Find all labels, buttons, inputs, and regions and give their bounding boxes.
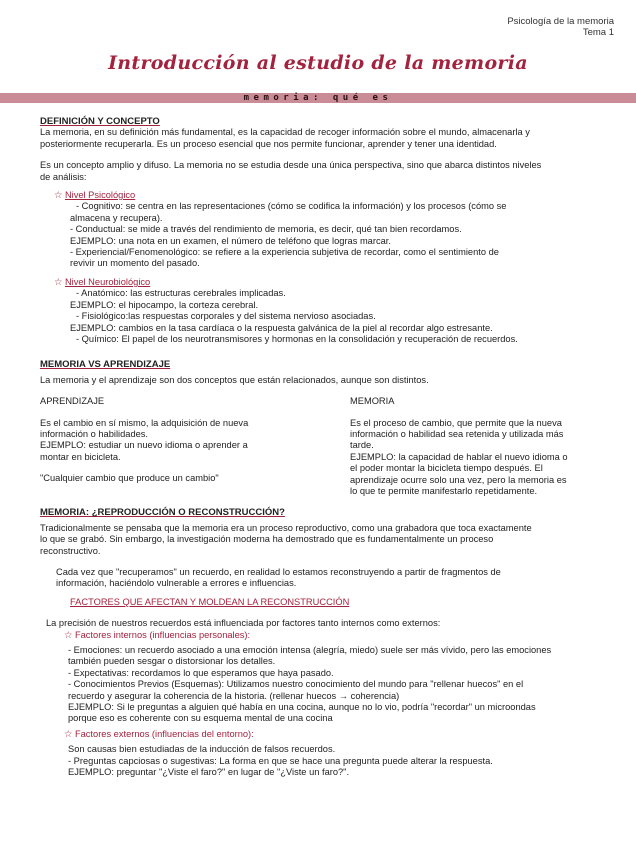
document-content (40, 116, 610, 779)
paragraph-line: reconstructivo. (40, 545, 101, 556)
list-line: - Conocimientos Previos (Esquemas): Utilizamos nuestro conocimiento del mundo para "rellenar huecos" en el (68, 679, 524, 690)
factors-heading: FACTORES QUE AFECTAN Y MOLDEAN LA RECONSTRUCCIÓN (70, 596, 350, 607)
list-line: - Expectativas: recordamos lo que esperamos que haya pasado. (68, 667, 334, 678)
list-line: Son causas bien estudiadas de la inducción de falsos recuerdos. (68, 744, 336, 755)
list-line: - Emociones: un recuerdo asociado a una emoción intensa (alegría, miedo) suele ser más vívido, pero las emociones (68, 645, 552, 656)
list-line: - Químico: El papel de los neurotransmisores y hormonas en la consolidación y recuperación de recuerdos. (76, 333, 518, 344)
topic-name: Tema 1 (582, 27, 614, 38)
column-line: el poder montar la bicicleta tiempo después. El (350, 463, 543, 474)
section-heading-definition: DEFINICIÓN Y CONCEPTO (40, 116, 160, 127)
column-learning (40, 396, 350, 497)
paragraph-line: La memoria, en su definición más fundamental, es la capacidad de recoger información sobre el mundo, almacenarla y (40, 127, 530, 138)
list-line: - Conductual: se mide a través del rendimiento de memoria, es decir, qué tan bien recordamos. (70, 224, 462, 235)
list-line: almacena y recupera). (70, 212, 163, 223)
band-label: memoria: qué es (243, 93, 393, 103)
list-line: porque eso es coherente con su esquema mental de una cocina (68, 713, 333, 724)
star-icon: ☆ (54, 276, 63, 287)
paragraph-line: lo que se grabó. Sin embargo, la investigación moderna ha demostrado que es fundamentalmente un proceso (40, 534, 494, 545)
comparison-columns (40, 396, 610, 497)
page-title: Introducción al estudio de la memoria (108, 52, 528, 74)
list-line: EJEMPLO: cambios en la tasa cardíaca o la respuesta galvánica de la piel al recordar algo estresante. (70, 322, 493, 333)
list-line: - Cognitivo: se centra en las representaciones (cómo se codifica la información) y los procesos (cómo se (76, 201, 507, 212)
list-line: EJEMPLO: preguntar "¿Viste el faro?" en lugar de "¿Viste un faro?". (68, 767, 350, 778)
list-line: - Anatómico: las estructuras cerebrales implicadas. (76, 288, 286, 299)
list-line: EJEMPLO: Si le preguntas a alguien qué había en una cocina, aunque no lo vio, podría "recordar" un microondas (68, 702, 536, 713)
star-icon: ☆ (64, 728, 73, 739)
course-name: Psicología de la memoria (507, 16, 614, 27)
column-line: aprendizaje ocurre solo una vez, pero la memoria es (350, 474, 567, 485)
subheading-external (64, 729, 610, 740)
list-line: EJEMPLO: una nota en un examen, el número de teléfono que logras marcar. (70, 235, 391, 246)
list-line: recuerdo y asegurar la coherencia de la historia. (rellenar huecos → coherencia) (68, 690, 400, 701)
list-line: - Experiencial/Fenomenológico: se refiere a la experiencia subjetiva de recordar, como el sentimiento de (70, 247, 499, 258)
paragraph-line: La memoria y el aprendizaje son dos conceptos que están relacionados, aunque son distintos. (40, 374, 429, 385)
column-line: información o habilidades. (40, 428, 149, 439)
column-line: información o habilidad sea retenida y utilizada más (350, 428, 564, 439)
paragraph-line: de análisis: (40, 171, 87, 182)
subheading-internal (64, 630, 610, 641)
section-heading-memory-vs-learning: MEMORIA VS APRENDIZAJE (40, 359, 171, 371)
list-line: - Fisiológico:las respuestas corporales y del sistema nervioso asociadas. (76, 311, 376, 322)
column-line: tarde. (350, 440, 374, 451)
column-line: montar en bicicleta. (40, 451, 121, 462)
column-line: lo que te permite manifestarlo repetidamente. (350, 485, 538, 496)
column-title: MEMORIA (350, 396, 395, 407)
star-icon: ☆ (64, 629, 73, 640)
column-line: EJEMPLO: estudiar un nuevo idioma o aprender a (40, 440, 248, 451)
paragraph-line: información, haciéndolo vulnerable a errores e influencias. (56, 578, 297, 589)
column-line: Es el cambio en sí mismo, la adquisición de nueva (40, 417, 249, 428)
paragraph-line: Tradicionalmente se pensaba que la memoria era un proceso reproductivo, como una grabadora que toca exactamente (40, 522, 532, 533)
subheading-label: Nivel Psicológico (64, 190, 136, 201)
column-memory (350, 396, 606, 497)
page-header (507, 16, 614, 38)
subheading-psychological (54, 190, 610, 201)
paragraph-line: La precisión de nuestros recuerdos está influenciada por factores tanto internos como externos: (46, 618, 441, 629)
column-line: Es el proceso de cambio, que permite que la nueva (350, 417, 562, 428)
paragraph-line: posteriormente recuperarla. Es un proceso esencial que nos permite funcionar, aprender y tener una identidad. (40, 138, 497, 149)
subheading-neurobiological (54, 277, 610, 288)
subheading-label: Factores externos (influencias del entorno): (74, 728, 254, 739)
paragraph-line: Cada vez que "recuperamos" un recuerdo, en realidad lo estamos reconstruyendo a partir de fragmentos de (56, 567, 501, 577)
list-line: EJEMPLO: el hipocampo, la corteza cerebral. (70, 299, 259, 310)
paragraph-line: Es un concepto amplio y difuso. La memoria no se estudia desde una única perspectiva, sino que abarca distintos niveles (40, 160, 542, 171)
subheading-label: Factores internos (influencias personales): (74, 629, 251, 640)
list-line: - Preguntas capciosas o sugestivas: La forma en que se hace una pregunta puede alterar la respuesta. (68, 755, 493, 766)
column-line: EJEMPLO: la capacidad de hablar el nuevo idioma o (350, 451, 568, 462)
list-line: revivir un momento del pasado. (70, 258, 200, 269)
list-line: también pueden sesgar o distorsionar los detalles. (68, 656, 276, 667)
star-icon: ☆ (54, 190, 63, 201)
column-quote: "Cualquier cambio que produce un cambio" (40, 473, 219, 484)
subheading-label: Nivel Neurobiológico (64, 276, 151, 287)
section-heading-reconstruction: MEMORIA: ¿REPRODUCCIÓN O RECONSTRUCCIÓN? (40, 507, 285, 519)
column-title: APRENDIZAJE (40, 396, 105, 407)
